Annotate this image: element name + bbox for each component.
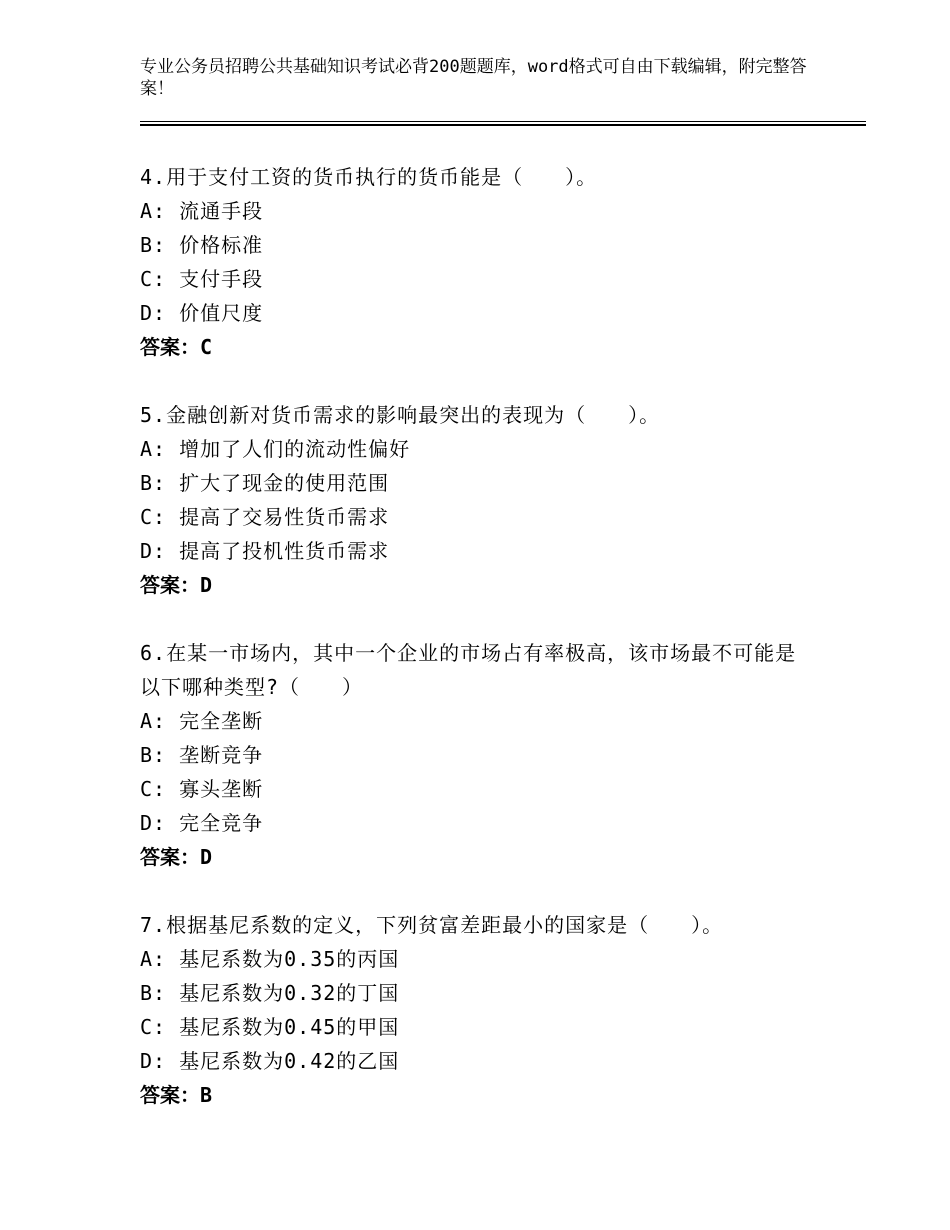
option-d: D: 价值尺度: [140, 301, 264, 325]
option-b: B: 垄断竞争: [140, 743, 264, 767]
option-c: C: 基尼系数为0.45的甲国: [140, 1015, 400, 1039]
option-c: C: 提高了交易性货币需求: [140, 505, 390, 529]
option-b: B: 基尼系数为0.32的丁国: [140, 981, 400, 1005]
question-text: 4.用于支付工资的货币执行的货币能是（ ）。: [140, 165, 598, 189]
question-5: [140, 398, 840, 602]
option-a: A: 增加了人们的流动性偏好: [140, 437, 411, 461]
document-header: [140, 56, 840, 100]
question-text: 6.在某一市场内，其中一个企业的市场占有率极高，该市场最不可能是以下哪种类型?（ ）: [140, 641, 797, 699]
question-7: [140, 908, 840, 1112]
question-text: 5.金融创新对货币需求的影响最突出的表现为（ ）。: [140, 403, 661, 427]
option-c: C: 寡头垄断: [140, 777, 264, 801]
option-b: B: 扩大了现金的使用范围: [140, 471, 390, 495]
header-divider-bottom: [140, 124, 866, 126]
answer: 答案：D: [140, 573, 213, 597]
answer: 答案：B: [140, 1083, 213, 1107]
header-text: 专业公务员招聘公共基础知识考试必背200题题库，word格式可自由下载编辑，附完整答案！: [140, 57, 807, 99]
option-c: C: 支付手段: [140, 267, 264, 291]
option-b: B: 价格标准: [140, 233, 264, 257]
option-d: D: 基尼系数为0.42的乙国: [140, 1049, 400, 1073]
answer: 答案：C: [140, 335, 213, 359]
question-list: [140, 160, 840, 1146]
option-a: A: 基尼系数为0.35的丙国: [140, 947, 400, 971]
answer: 答案：D: [140, 845, 213, 869]
question-6: [140, 636, 840, 874]
option-a: A: 完全垄断: [140, 709, 264, 733]
option-a: A: 流通手段: [140, 199, 264, 223]
question-text: 7.根据基尼系数的定义，下列贫富差距最小的国家是（ ）。: [140, 913, 724, 937]
question-4: [140, 160, 840, 364]
option-d: D: 提高了投机性货币需求: [140, 539, 390, 563]
option-d: D: 完全竞争: [140, 811, 264, 835]
header-divider-top: [140, 121, 866, 122]
